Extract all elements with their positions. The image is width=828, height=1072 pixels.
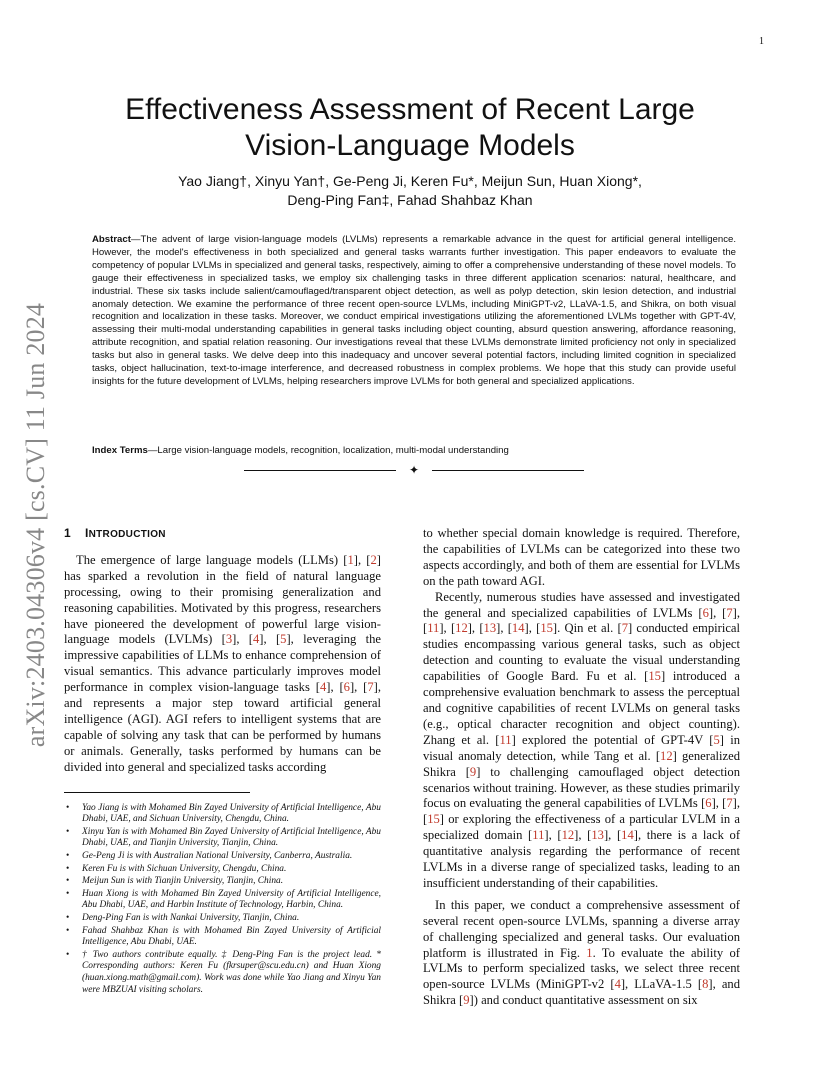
citation-link[interactable]: 15 xyxy=(648,669,661,684)
citation-link[interactable]: 6 xyxy=(343,680,350,695)
paper-title: Effectiveness Assessment of Recent Large Vision-Language Models xyxy=(125,93,695,163)
citation-link[interactable]: 4 xyxy=(319,680,327,695)
citation-link[interactable]: 6 xyxy=(702,605,709,620)
citation-link[interactable]: 7 xyxy=(726,605,733,620)
divider-ornament-icon: ✦ xyxy=(409,463,420,477)
index-terms-label: Index Terms xyxy=(92,445,148,456)
citation-link[interactable]: 13 xyxy=(483,621,497,636)
citation-link[interactable]: 5 xyxy=(280,632,287,647)
citation-link[interactable]: 9 xyxy=(469,764,477,779)
index-terms xyxy=(92,444,736,457)
footnote-item: • Ge-Peng Ji is with Australian National University, Canberra, Australia. xyxy=(82,851,381,863)
citation-link[interactable]: 12 xyxy=(455,621,468,636)
author-line-1: Yao Jiang†, Xinyu Yan†, Ge-Peng Ji, Keren Fu*, Meijun Sun, Huan Xiong*, xyxy=(178,173,642,189)
citation-link[interactable]: 7 xyxy=(726,796,733,811)
citation-link[interactable]: 15 xyxy=(427,812,440,827)
footnote-item: • Yao Jiang is with Mohamed Bin Zayed University of Artificial Intelligence, Abu Dhabi, UAE, and Sichuan University, Chengdu, China. xyxy=(82,803,381,826)
index-terms-text: —Large vision-language models, recognition, localization, multi-modal understanding xyxy=(147,445,509,456)
intro-paragraph-1: The emergence of large language models (LLMs) [1], [2] has sparked a revolution in the field of natural language processing, owing to their promising generalization and reasoning capabilities. Motivated by this progress, researchers have pioneered the development of powerful large vision-language models (LVLMs) [3], [4], [5], leveraging the impressive capabilities of LLMs to enhance comprehension of visual semantics. This advance particularly improves model performance in complex vision-language tasks [4], [6], [7], and represents a major step toward artificial general intelligence (AGI). AGI refers to intelligent systems that are capable of solving any task that can be performed by humans or animals. Generally, tasks performed by humans can be divided into general and specialized tasks according xyxy=(64,552,381,774)
footnote-item: • Xinyu Yan is with Mohamed Bin Zayed University of Artificial Intelligence, Abu Dhabi, UAE, and Tianjin University, Tianjin, China. xyxy=(82,827,381,850)
right-paragraph-1: to whether special domain knowledge is required. Therefore, the capabilities of LVLMs can be categorized into these two aspects accordingly, and both of them are essential for LVLMs on the path toward AGI. xyxy=(423,526,740,588)
citation-link[interactable]: 4 xyxy=(253,632,260,647)
citation-link[interactable]: 1 xyxy=(586,945,593,960)
abstract-label: Abstract xyxy=(92,234,131,245)
footnote-item: • † Two authors contribute equally. ‡ Deng-Ping Fan is the project lead. * Corresponding authors: Keren Fu (fkrsuper@scu.edu.cn) and Huan Xiong (huan.xiong.math@gmail.com). Work was done while Yao Jiang and Xinyu Yan were MBZUAI visiting scholars. xyxy=(82,950,381,996)
left-column xyxy=(64,526,381,997)
section-number: 1 xyxy=(64,526,71,540)
citation-link[interactable]: 3 xyxy=(225,632,233,647)
citation-link[interactable]: 12 xyxy=(660,748,673,763)
footnote-rule xyxy=(64,792,250,793)
abstract-text: —The advent of large vision-language models (LVLMs) represents a remarkable advance in the quest for artificial general intelligence. However, the model's effectiveness in both specialized and general tasks warrants further investigation. This paper endeavors to evaluate the competency of popular LVLMs in specialized and general tasks, respectively, aiming to offer a comprehensive understanding of these novel models. To gauge their effectiveness in specialized tasks, we employ six challenging tasks in three different application scenarios: natural, healthcare, and industrial. These six tasks include salient/camouflaged/transparent object detection, as well as polyp detection, skin lesion detection, and industrial anomaly detection. We examine the performance of three recent open-source LVLMs, including MiniGPT-v2, LLaVA-1.5, and Shikra, on both visual recognition and localization in these tasks. Moreover, we conduct empirical investigations utilizing the aforementioned LVLMs together with GPT-4V, assessing their multi-modal understanding capabilities in general tasks including object counting, absurd question answering, affordance reasoning, attribute recognition, and spatial relation reasoning. Our investigations reveal that these LVLMs demonstrate limited proficiency not only in specialized tasks but also in general tasks. We delve deep into this inadequacy and uncover several potential factors, including limited cognition in specialized tasks, object hallucination, text-to-image interference, and decreased robustness in complex problems. We hope that this study can provide useful insights for the future development of LVLMs, helping researchers improve LVLMs for both general and specialized applications. xyxy=(92,234,736,387)
divider-line-right xyxy=(432,470,584,471)
author-list xyxy=(80,172,740,210)
citation-link[interactable]: 9 xyxy=(463,993,470,1008)
citation-link[interactable]: 11 xyxy=(499,732,512,747)
footnote-item: • Huan Xiong is with Mohamed Bin Zayed University of Artificial Intelligence, Abu Dhabi, UAE, and Harbin Institute of Technology, Harbin, China. xyxy=(82,889,381,912)
section-divider xyxy=(244,462,584,478)
citation-link[interactable]: 12 xyxy=(561,828,575,843)
citation-link[interactable]: 5 xyxy=(713,732,720,747)
footnote-item: • Fahad Shahbaz Khan is with Mohamed Bin Zayed University of Artificial Intelligence, Abu Dhabi, UAE. xyxy=(82,926,381,949)
right-column xyxy=(423,526,740,1009)
citation-link[interactable]: 1 xyxy=(347,552,354,567)
footnote-item: • Keren Fu is with Sichuan University, Chengdu, China. xyxy=(82,864,381,876)
citation-link[interactable]: 6 xyxy=(705,796,712,811)
citation-link[interactable]: 15 xyxy=(540,621,553,636)
citation-link[interactable]: 7 xyxy=(367,680,374,695)
divider-line-left xyxy=(244,470,396,471)
citation-link[interactable]: 14 xyxy=(621,828,634,843)
page-number: 1 xyxy=(759,36,764,47)
arxiv-identifier-stamp[interactable] xyxy=(6,290,66,760)
citation-link[interactable]: 14 xyxy=(511,621,525,636)
section-title-initial: I xyxy=(84,526,89,540)
footnote-item: • Deng-Ping Fan is with Nankai University, Tianjin, China. xyxy=(82,913,381,925)
section-title-rest: NTRODUCTION xyxy=(88,529,166,540)
right-paragraph-2: Recently, numerous studies have assessed and investigated the general and specialized capabilities of LVLMs [6], [7], [11], [12], [13], [14], [15]. Qin et al. [7] conducted empirical studies encompassing various general tasks, such as object detection and counting to evaluate the visual understanding capabilities of Google Bard. Fu et al. [15] introduced a comprehensive evaluation benchmark to assess the perceptual and cognitive capabilities of recent LVLMs on general tasks (e.g., optical character recognition and object counting). Zhang et al. [11] explored the potential of GPT-4V [5] in visual anomaly detection, while Tang et al. [12] generalized Shikra [9] to challenging camouflaged object detection scenarios without training. However, as these studies primarily focus on evaluating the general capabilities of LVLMs [6], [7], [15] or exploring the effectiveness of a particular LVLM in a specialized domain [11], [12], [13], [14], there is a lack of quantitative analysis regarding the performance of recent LVLMs in a diverse range of specialized tasks, leading to an insufficient understanding of their capabilities. xyxy=(423,589,741,890)
footnote-list xyxy=(64,803,381,997)
citation-link[interactable]: 11 xyxy=(427,621,440,636)
footnote-item: • Meijun Sun is with Tianjin University, Tianjin, China. xyxy=(82,876,381,888)
footnotes xyxy=(64,803,381,997)
citation-link[interactable]: 13 xyxy=(591,828,604,843)
citation-link[interactable]: 4 xyxy=(614,977,621,992)
citation-link[interactable]: 11 xyxy=(532,828,545,843)
section-heading-introduction xyxy=(64,526,381,543)
citation-link[interactable]: 8 xyxy=(702,977,709,992)
arxiv-identifier-text: arXiv:2403.04306v4 [cs.CV] 11 Jun 2024 xyxy=(21,302,50,748)
right-paragraph-3: In this paper, we conduct a comprehensive assessment of several recent open-source LVLMs, spanning a diverse array of challenging specialized and general tasks. Our evaluation platform is illustrated in Fig. 1. To evaluate the ability of LVLMs to perform specialized tasks, we select three recent open-source LVLMs (MiniGPT-v2 [4], LLaVA-1.5 [8], and Shikra [9]) and conduct quantitative assessment on six xyxy=(423,897,740,1008)
abstract xyxy=(92,234,736,389)
citation-link[interactable]: 2 xyxy=(370,552,377,567)
author-line-2: Deng-Ping Fan‡, Fahad Shahbaz Khan xyxy=(287,192,533,208)
citation-link[interactable]: 7 xyxy=(621,621,628,636)
